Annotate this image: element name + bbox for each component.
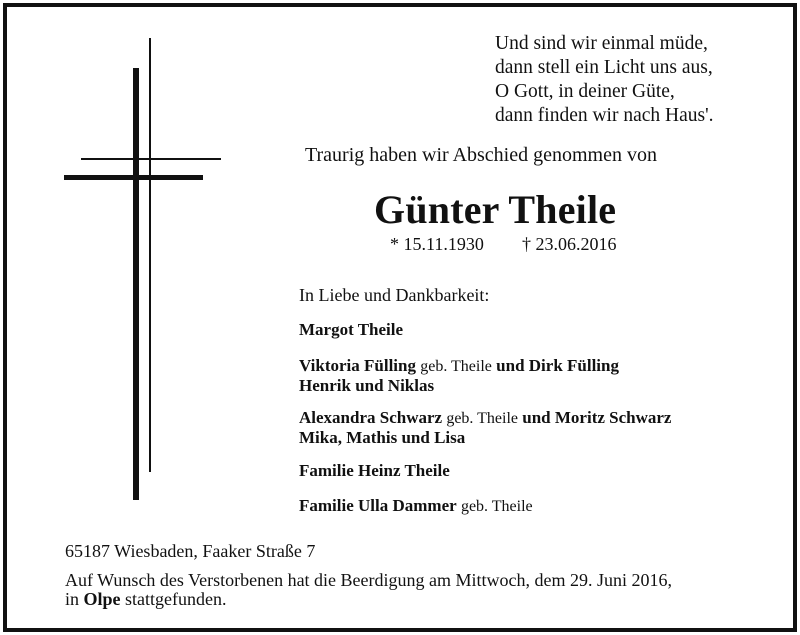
funeral-note-pre: in <box>65 589 80 609</box>
birth-date-value: 15.11.1930 <box>403 234 484 254</box>
death-date-value: 23.06.2016 <box>535 234 617 254</box>
maiden-name: geb. Theile <box>460 498 533 515</box>
death-cross-icon: † <box>522 234 531 254</box>
funeral-note-line: Auf Wunsch des Verstorbenen hat die Beerdigung am Mittwoch, dem 29. Juni 2016, <box>65 570 673 590</box>
death-date <box>522 234 617 255</box>
birth-star-icon: * <box>390 234 399 254</box>
maiden-name: geb. Theile <box>420 358 492 375</box>
funeral-note <box>65 571 672 609</box>
mourner-entry <box>299 408 671 447</box>
poem-line: Und sind wir einmal müde, <box>495 33 708 54</box>
mourner-entry <box>299 356 619 395</box>
mourner-entry <box>299 496 533 516</box>
mourner-entry <box>299 320 403 339</box>
mourner-name: Viktoria Fülling <box>299 356 416 375</box>
mourner-entry <box>299 461 450 480</box>
mourner-name: Alexandra Schwarz <box>299 408 443 427</box>
funeral-note-post: stattgefunden. <box>125 589 227 609</box>
mourner-partner: und Dirk Fülling <box>496 356 619 375</box>
mourner-name: Margot Theile <box>299 320 404 339</box>
mourner-name: Familie Ulla Dammer <box>299 496 457 515</box>
funeral-place: Olpe <box>83 589 121 609</box>
poem-line: O Gott, in deiner Güte, <box>495 81 675 102</box>
mourner-children: Henrik und Niklas <box>299 376 435 395</box>
deceased-name: Günter Theile <box>374 187 617 232</box>
poem <box>495 32 714 128</box>
mourner-children: Mika, Mathis und Lisa <box>299 428 466 447</box>
mourner-partner: und Moritz Schwarz <box>522 408 672 427</box>
birth-date <box>390 234 484 255</box>
thanks-line: In Liebe und Dankbarkeit: <box>299 285 490 305</box>
intro-text: Traurig haben wir Abschied genommen von <box>305 144 657 166</box>
poem-line: dann stell ein Licht uns aus, <box>495 57 713 78</box>
address: 65187 Wiesbaden, Faaker Straße 7 <box>65 541 316 561</box>
maiden-name: geb. Theile <box>446 410 519 427</box>
poem-line: dann finden wir nach Haus'. <box>495 105 714 126</box>
mourner-name: Familie Heinz Theile <box>299 461 450 480</box>
